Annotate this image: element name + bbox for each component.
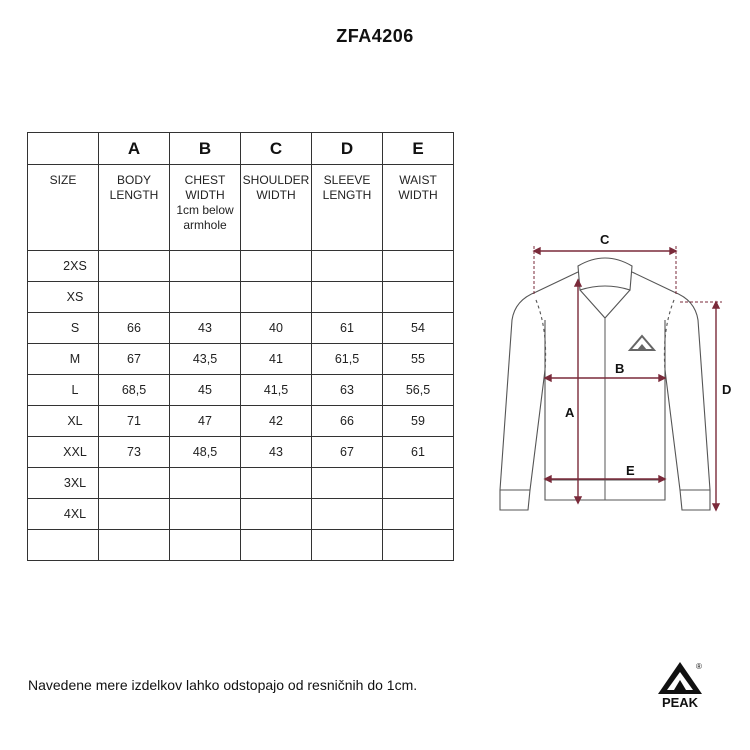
measurement-cell: 67 xyxy=(312,437,383,468)
corner-cell xyxy=(28,133,99,165)
measurement-cell xyxy=(383,499,454,530)
table-row xyxy=(28,375,454,406)
label-line: LENGTH xyxy=(322,188,372,202)
product-code-title: ZFA4206 xyxy=(336,26,414,46)
registered-mark: ® xyxy=(696,662,702,671)
measurement-cell: 48,5 xyxy=(170,437,241,468)
column-letter: C xyxy=(241,133,312,165)
measurement-cell xyxy=(99,530,170,561)
label-line: armhole xyxy=(183,218,227,232)
measurement-cell xyxy=(312,251,383,282)
measurement-cell: 42 xyxy=(241,406,312,437)
measurement-cell xyxy=(312,499,383,530)
measurement-cell: 61,5 xyxy=(312,344,383,375)
label-line: WIDTH xyxy=(398,188,438,202)
label-line: SHOULDER xyxy=(242,173,310,187)
measurement-cell: 55 xyxy=(383,344,454,375)
column-label-shoulder-width xyxy=(241,165,312,251)
size-rows xyxy=(28,251,454,561)
column-letter: D xyxy=(312,133,383,165)
measurement-cell: 73 xyxy=(99,437,170,468)
measurement-cell: 43 xyxy=(241,437,312,468)
table-row xyxy=(28,282,454,313)
measurement-cell: 43 xyxy=(170,313,241,344)
measurement-cell: 47 xyxy=(170,406,241,437)
measurement-cell: 43,5 xyxy=(170,344,241,375)
column-label-body-length xyxy=(99,165,170,251)
size-cell xyxy=(28,530,99,561)
measurement-cell xyxy=(170,282,241,313)
measurement-cell: 71 xyxy=(99,406,170,437)
table-row xyxy=(28,468,454,499)
table-row xyxy=(28,344,454,375)
size-cell: 2XS xyxy=(28,251,99,282)
size-cell: 4XL xyxy=(28,499,99,530)
column-label-waist-width xyxy=(383,165,454,251)
peak-logo xyxy=(654,660,706,710)
column-letter: B xyxy=(170,133,241,165)
measurement-cell xyxy=(99,499,170,530)
size-header: SIZE xyxy=(28,165,99,251)
measurement-cell: 66 xyxy=(99,313,170,344)
table-row xyxy=(28,530,454,561)
size-cell: M xyxy=(28,344,99,375)
measurement-cell: 45 xyxy=(170,375,241,406)
size-chart-table xyxy=(27,132,454,561)
size-cell: XXL xyxy=(28,437,99,468)
measurement-cell xyxy=(170,499,241,530)
label-line: CHEST xyxy=(184,173,226,187)
measurement-cell: 56,5 xyxy=(383,375,454,406)
column-letter: E xyxy=(383,133,454,165)
column-label-chest-width xyxy=(170,165,241,251)
measurement-cell xyxy=(383,468,454,499)
brand-name: PEAK xyxy=(661,695,699,710)
column-letter: A xyxy=(99,133,170,165)
label-line: WIDTH xyxy=(256,188,296,202)
measurement-cell: 41,5 xyxy=(241,375,312,406)
measurement-cell: 59 xyxy=(383,406,454,437)
size-cell: L xyxy=(28,375,99,406)
label-line: WIDTH xyxy=(185,188,225,202)
label-a: A xyxy=(565,405,575,420)
measurement-cell xyxy=(170,530,241,561)
measurement-cell: 41 xyxy=(241,344,312,375)
measurement-cell: 63 xyxy=(312,375,383,406)
measurement-cell: 61 xyxy=(312,313,383,344)
table-row xyxy=(28,313,454,344)
measurement-cell xyxy=(99,468,170,499)
column-letter-row xyxy=(28,133,454,165)
measurement-cell xyxy=(170,468,241,499)
measurement-cell: 61 xyxy=(383,437,454,468)
label-e: E xyxy=(626,463,635,478)
measurement-cell: 67 xyxy=(99,344,170,375)
label-d: D xyxy=(722,382,732,397)
measurement-cell xyxy=(241,282,312,313)
label-line: SLEEVE xyxy=(323,173,371,187)
measurement-disclaimer: Navedene mere izdelkov lahko odstopajo od resničnih do 1cm. xyxy=(28,677,418,693)
jacket-outline xyxy=(500,258,710,510)
measurement-cell: 54 xyxy=(383,313,454,344)
measurement-cell xyxy=(241,530,312,561)
measurement-cell xyxy=(312,530,383,561)
table-row xyxy=(28,437,454,468)
label-line: BODY xyxy=(116,173,151,187)
measurement-cell: 66 xyxy=(312,406,383,437)
measurement-cell xyxy=(241,468,312,499)
measurement-cell xyxy=(383,251,454,282)
measurement-cell: 40 xyxy=(241,313,312,344)
measurement-cell xyxy=(312,282,383,313)
size-cell: XL xyxy=(28,406,99,437)
label-line: LENGTH xyxy=(109,188,159,202)
column-label-sleeve-length xyxy=(312,165,383,251)
measurement-cell xyxy=(99,282,170,313)
measurement-cell xyxy=(241,499,312,530)
measurement-cell xyxy=(99,251,170,282)
size-cell: XS xyxy=(28,282,99,313)
measurement-cell xyxy=(241,251,312,282)
label-c: C xyxy=(600,232,610,247)
table-row xyxy=(28,499,454,530)
label-line: WAIST xyxy=(399,173,437,187)
measurement-cell: 68,5 xyxy=(99,375,170,406)
table-row xyxy=(28,406,454,437)
column-label-row xyxy=(28,165,454,251)
measurement-cell xyxy=(383,282,454,313)
label-line: 1cm below xyxy=(176,203,234,217)
table-row xyxy=(28,251,454,282)
measurement-cell xyxy=(383,530,454,561)
chest-logo-icon xyxy=(630,336,654,350)
label-b: B xyxy=(615,361,625,376)
size-cell: 3XL xyxy=(28,468,99,499)
jacket-measurement-diagram xyxy=(490,228,740,528)
measurement-cell xyxy=(312,468,383,499)
size-cell: S xyxy=(28,313,99,344)
measurement-cell xyxy=(170,251,241,282)
